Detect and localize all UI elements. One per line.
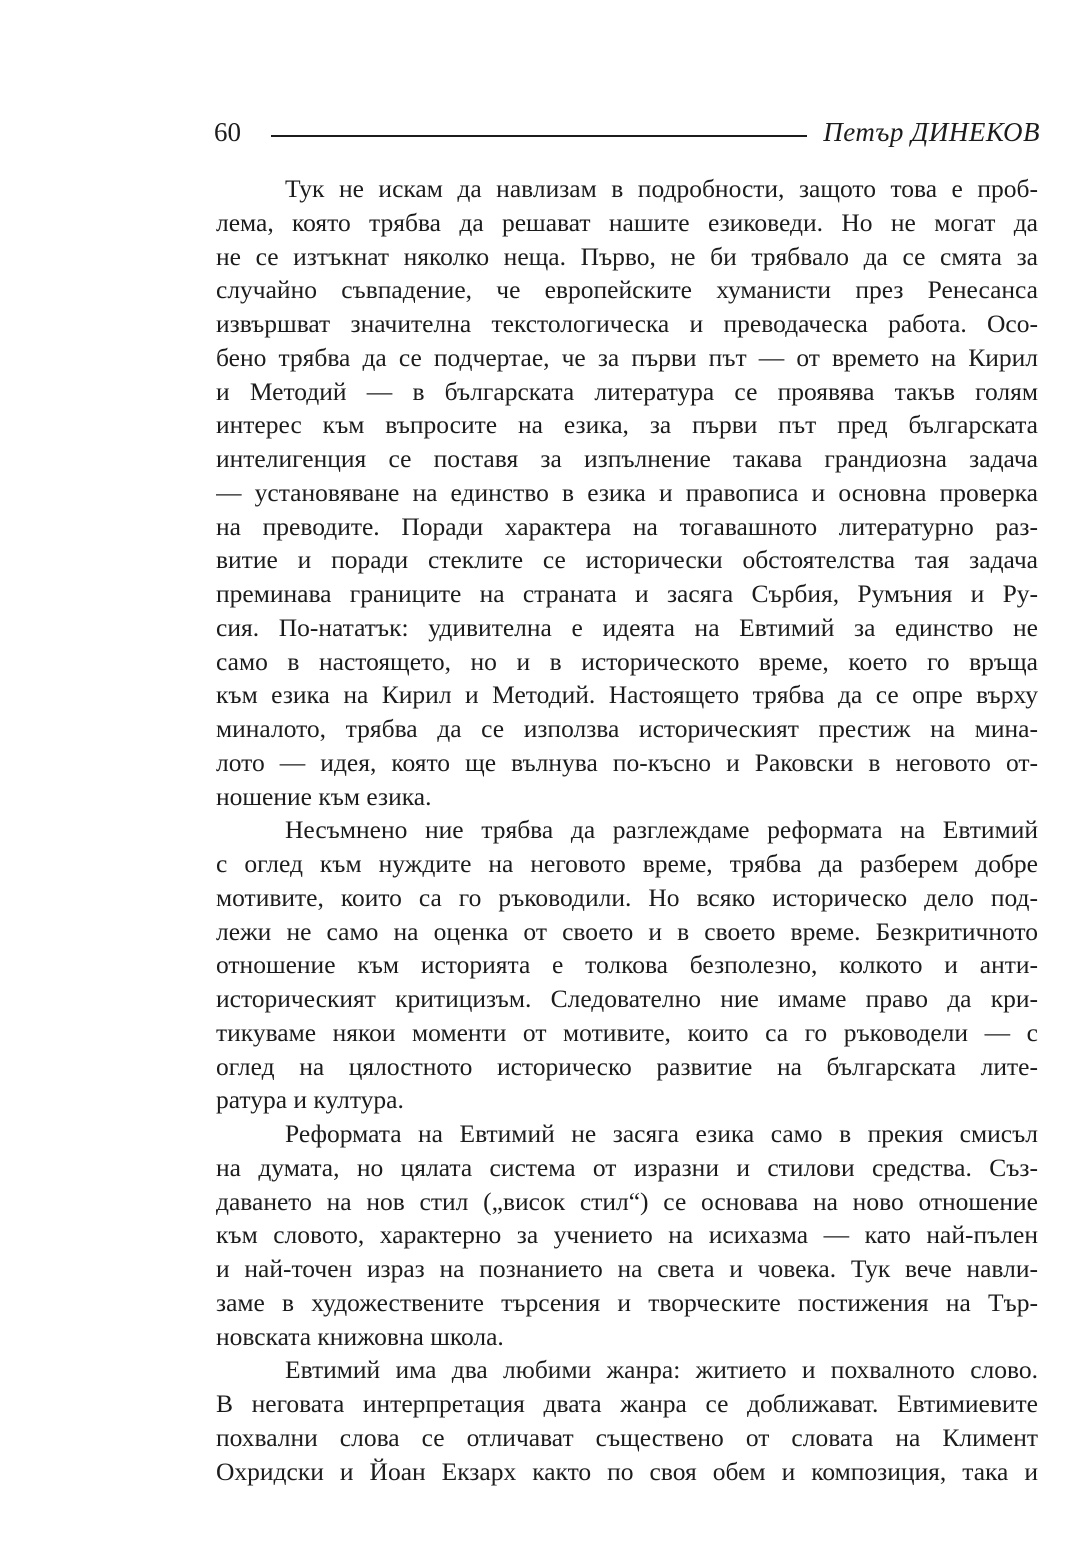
text-line: ратура и култура. [216,1085,404,1115]
text-line: лема, която трябва да решават нашите езиковеди. Но не могат да [216,207,1038,237]
text-line: Несъмнено ние трябва да разглеждаме реформата на Евтимий [285,815,1038,845]
text-line: тикуваме някои моменти от мотивите, които са го ръководели — с [216,1017,1038,1047]
text-line: интерес към въпросите на езика, за първи път пред българската [216,410,1038,440]
text-line: на преводите. Поради характера на тогавашното литературно раз- [216,511,1038,541]
text-line: заме в художествените търсения и творческите постижения на Тър- [216,1287,1038,1317]
text-line: — установяване на единство в езика и правописа и основна проверка [216,477,1038,507]
text-line: витие и поради стеклите се исторически обстоятелства тая задача [216,545,1038,575]
text-line: интелигенция се поставя за изпълнение такава грандиозна задача [216,444,1038,473]
text-line: новската книжовна школа. [216,1321,504,1351]
text-line: случайно съвпадение, че европейските хуманисти през Ренесанса [216,275,1038,305]
running-head [214,112,1040,152]
text-line: Охридски и Йоан Екзарх както по своя обем и композиция, така и [216,1456,1038,1486]
text-line: сия. По-нататък: удивителна е идеята на Евтимий за единство не [216,612,1038,642]
text-line: мотивите, които са го ръководили. Но всяко историческо дело под- [216,882,1038,912]
text-line: оглед на цялостното историческо развитие на българската лите- [216,1051,1038,1081]
text-line: преминава границите на страната и засяга Сърбия, Румъния и Ру- [216,579,1038,608]
text-line: извършват значителна текстологическа и преводаческа работа. Осо- [216,309,1038,338]
text-line: и Методий — в българската литература се проявява такъв голям [216,376,1038,406]
text-line: похвални слова се отличават съществено от словата на Климент [216,1422,1038,1452]
text-line: на думата, но цялата система от изразни и стилови средства. Съз- [216,1152,1038,1182]
text-line: с оглед към нуждите на неговото време, трябва да разберем добре [216,849,1038,878]
text-line: Тук не искам да навлизам в подробности, защото това е проб- [285,174,1038,203]
text-line: бено трябва да се подчертае, че за първи път — от времето на Кирил [216,342,1038,372]
text-line: лото — идея, която ще вълнува по-късно и Раковски в неговото от- [216,747,1038,777]
text-line: само в настоящето, но и в историческото време, което го връща [216,646,1038,676]
text-line: миналото, трябва да се използва историческият престиж на мина- [216,714,1038,743]
text-line: ношение към езика. [216,781,432,811]
text-line: В неговата интерпретация двата жанра се доближават. Евтимиевите [216,1389,1038,1418]
text-line: отношение към историята е толкова безполезно, колкото и анти- [216,950,1038,980]
text-line: лежи не само на оценка от своето и в своето време. Безкритичното [216,916,1038,946]
header-rule [271,135,807,137]
body-text [216,172,1038,1488]
text-line: към езика на Кирил и Методий. Настоящето трябва да се опре върху [216,680,1038,710]
text-line: към словото, характерно за учението на исихазма — като най-пълен [216,1220,1038,1250]
text-line: не се изтъкнат няколко неща. Първо, не би трябвало да се смята за [216,241,1038,271]
text-line: историческият критицизъм. Следователно ние имаме право да кри- [216,984,1038,1013]
author-name: Петър ДИНЕКОВ [823,117,1040,147]
text-line: Реформата на Евтимий не засяга езика само в прекия смисъл [285,1119,1038,1148]
text-line: и най-точен израз на познанието на света и човека. Тук вече навли- [216,1254,1038,1283]
text-line: даването на нов стил („висок стил“) се основава на ново отношение [216,1186,1038,1216]
text-line: Евтимий има два любими жанра: житието и похвалното слово. [285,1355,1038,1385]
page-number: 60 [214,117,241,147]
